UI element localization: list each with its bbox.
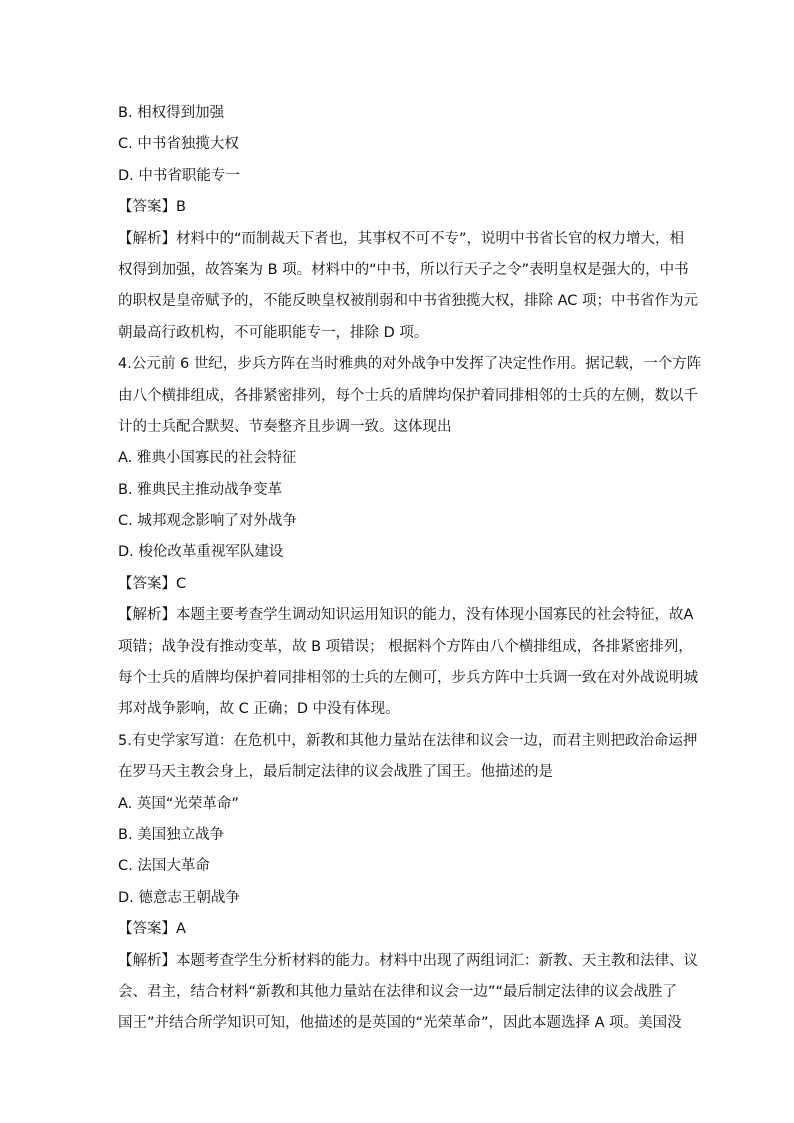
analysis-line: 权得到加强，故答案为 B 项。材料中的“中书，所以行天子之令”表明皇权是强大的，中书 [118, 261, 689, 278]
option-c: C. 城邦观念影响了对外战争 [118, 513, 297, 530]
analysis-line: 邦对战争影响，故 C 正确；D 中没有体现。 [118, 701, 400, 718]
question-4-stem: 计的士兵配合默契、节奏整齐且步调一致。这体现出 [118, 418, 452, 435]
analysis-line: 【解析】材料中的“而制裁天下者也，其事权不可不专”，说明中书省长官的权力增大，相 [118, 230, 685, 247]
option-a: A. 英国“光荣革命” [118, 795, 239, 812]
question-4-stem: 由八个横排组成，各排紧密排列，每个士兵的盾牌均保护着同排相邻的士兵的左侧，数以千 [118, 387, 698, 404]
option-b: B. 雅典民主推动战争变革 [118, 481, 283, 498]
analysis-line: 会、君主，结合材料“新教和其他力量站在法律和议会一边”“最后制定法律的议会战胜了 [118, 983, 678, 1000]
option-b: B. 相权得到加强 [118, 105, 225, 121]
question-4-stem: 4.公元前 6 世纪，步兵方阵在当时雅典的对外战争中发挥了决定性作用。据记载，一个方阵 [118, 356, 702, 373]
analysis-line: 国王”并结合所学知识可知，他描述的是英国的“光荣革命”，因此本题选择 A 项。美国没 [118, 1015, 682, 1032]
document-body [118, 98, 702, 1040]
analysis-line: 每个士兵的盾牌均保护着同排相邻的士兵的左侧可，步兵方阵中士兵调一致在对外战说明城 [118, 670, 698, 687]
question-5-stem: 在罗马天主教会身上，最后制定法律的议会战胜了国王。他描述的是 [118, 764, 553, 781]
option-d: D. 德意志王朝战争 [118, 889, 240, 906]
option-d: D. 梭伦改革重视军队建设 [118, 544, 284, 561]
answer-label: 【答案】A [118, 921, 186, 938]
answer-label: 【答案】B [118, 199, 186, 216]
answer-label: 【答案】C [118, 575, 187, 592]
analysis-line: 项错；战争没有推动变革，故 B 项错误； 根据料个方阵由八个横排组成，各排紧密排列， [118, 638, 693, 655]
option-a: A. 雅典小国寡民的社会特征 [118, 450, 297, 467]
analysis-line: 朝最高行政机构，不可能职能专一，排除 D 项。 [118, 324, 429, 341]
analysis-line: 【解析】本题主要考查学生调动知识运用知识的能力，没有体现小国寡民的社会特征，故A [118, 607, 694, 624]
analysis-line: 的职权是皇帝赋予的，不能反映皇权被削弱和中书省独揽大权，排除 AC 项；中书省作为元 [118, 293, 699, 310]
analysis-line: 【解析】本题考查学生分析材料的能力。材料中出现了两组词汇：新教、天主教和法律、议 [118, 952, 698, 969]
option-b: B. 美国独立战争 [118, 826, 225, 843]
option-c: C. 法国大革命 [118, 858, 210, 875]
option-c: C. 中书省独揽大权 [118, 136, 239, 153]
option-d: D. 中书省职能专一 [118, 167, 240, 184]
question-5-stem: 5.有史学家写道：在危机中，新教和其他力量站在法律和议会一边，而君主则把政治命运押 [118, 732, 698, 749]
